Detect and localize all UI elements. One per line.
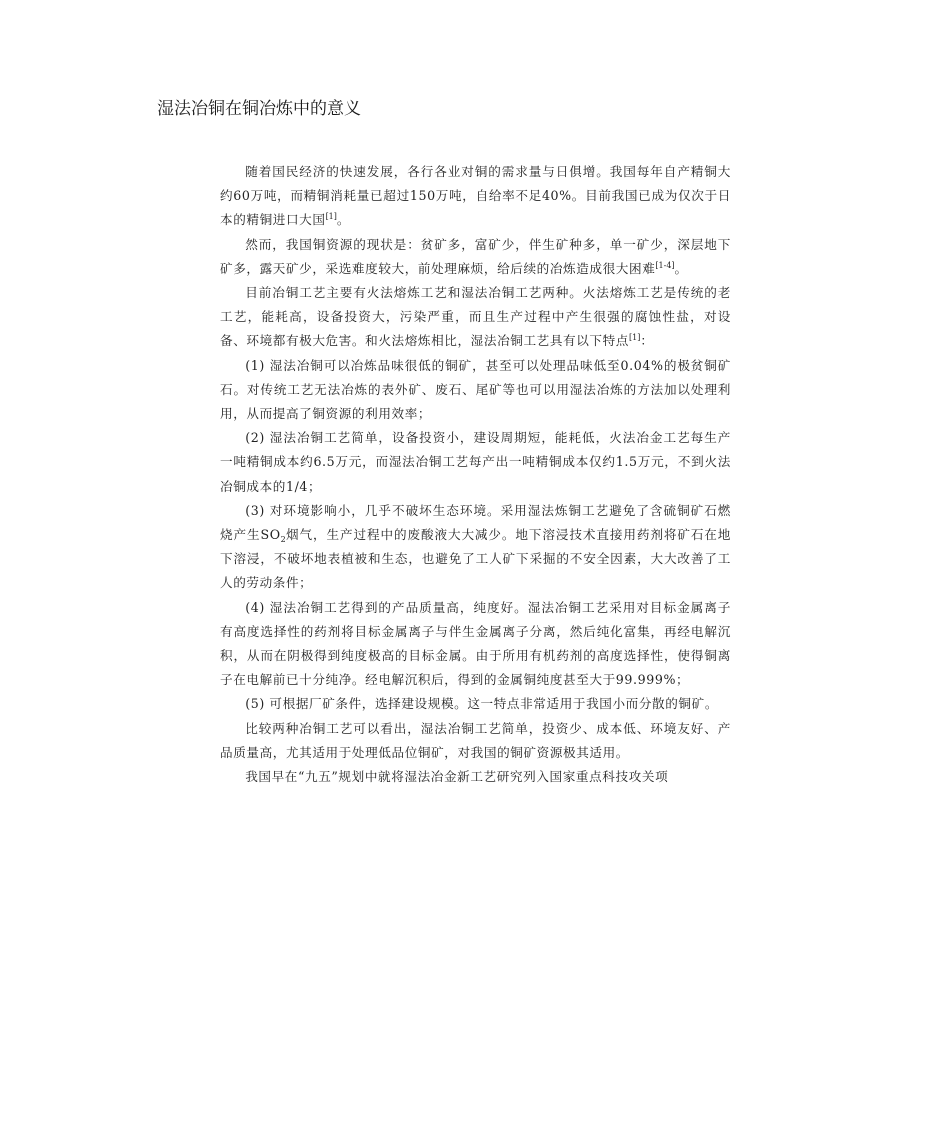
paragraph-text: (3) 对环境影响小，几乎不破坏生态环境。采用湿法炼铜工艺避免了含硫铜矿石燃烧产生SO — [220, 502, 731, 543]
paragraph-point-2: (2) 湿法冶铜工艺简单，设备投资小，建设周期短，能耗低，火法冶金工艺每生产一吨精铜成本约6.5万元，而湿法冶铜工艺每产出一吨精铜成本仅约1.5万元，不到火法冶铜成本的1/4； — [220, 430, 731, 494]
paragraph-text: 烟气，生产过程中的废酸液大大减少。地下溶浸技术直接用药剂将矿石在地下溶浸，不破坏地表植被和生态，也避免了工人矿下采掘的不安全因素，大大改善了工人的劳动条件； — [220, 527, 731, 591]
subscript: 2 — [280, 535, 286, 545]
citation-ref: [1] — [325, 212, 337, 222]
document-body — [220, 160, 731, 789]
paragraph-comparison: 比较两种冶铜工艺可以看出，湿法冶铜工艺简单，投资少、成本低、环境友好、产品质量高，尤其适用于处理低品位铜矿，对我国的铜矿资源极其适用。 — [220, 720, 731, 760]
paragraph-text: 随着国民经济的快速发展，各行各业对铜的需求量与日俱增。我国每年自产精铜大约60万吨，而精铜消耗量已超过150万吨，自给率不足40%。目前我国已成为仅次于日本的精铜进口大国 — [220, 164, 731, 228]
paragraph-point-1: (1) 湿法冶铜可以冶炼品味很低的铜矿，甚至可以处理品味低至0.04%的极贫铜矿石。对传统工艺无法冶炼的表外矿、废石、尾矿等也可以用湿法冶炼的方法加以处理利用，从而提高了铜资源的利用效率； — [220, 357, 731, 422]
paragraph-end: 。 — [336, 212, 351, 228]
citation-ref: [1] — [629, 333, 641, 343]
paragraph-point-3 — [220, 499, 731, 596]
document-title: 湿法冶铜在铜冶炼中的意义 — [157, 99, 361, 119]
paragraph-end: ： — [640, 333, 654, 349]
paragraph-resources — [220, 233, 731, 281]
paragraph-demand — [220, 160, 731, 233]
paragraph-text: 然而，我国铜资源的现状是：贫矿多，富矿少，伴生矿种多，单一矿少，深层地下矿多，露天矿少，采选难度较大，前处理麻烦，给后续的冶炼造成很大困难 — [220, 236, 731, 276]
paragraph-processes — [220, 281, 731, 354]
paragraph-text: 目前冶铜工艺主要有火法熔炼工艺和湿法冶铜工艺两种。火法熔炼工艺是传统的老工艺，能耗高，设备投资大，污染严重，而且生产过程中产生很强的腐蚀性盐，对设备、环境都有极大危害。和火法熔炼相比，湿法冶铜工艺具有以下特点 — [220, 285, 731, 349]
paragraph-policy: 我国早在“九五”规划中就将湿法冶金新工艺研究列入国家重点科技攻关项 — [245, 769, 669, 785]
paragraph-point-5: (5) 可根据厂矿条件，选择建设规模。这一特点非常适用于我国小而分散的铜矿。 — [245, 696, 719, 712]
paragraph-point-4: (4) 湿法冶铜工艺得到的产品质量高，纯度好。湿法冶铜工艺采用对目标金属离子有高度选择性的药剂将目标金属离子与伴生金属离子分离，然后纯化富集，再经电解沉积，从而在阴极得到纯度极高的目标金属。由于所用有机药剂的高度选择性，使得铜离子在电解前已十分纯净。经电解沉积后，得到的金属铜纯度甚至大于99.999%； — [220, 599, 731, 688]
paragraph-end: 。 — [674, 260, 688, 276]
citation-ref: [1-4] — [655, 260, 675, 270]
